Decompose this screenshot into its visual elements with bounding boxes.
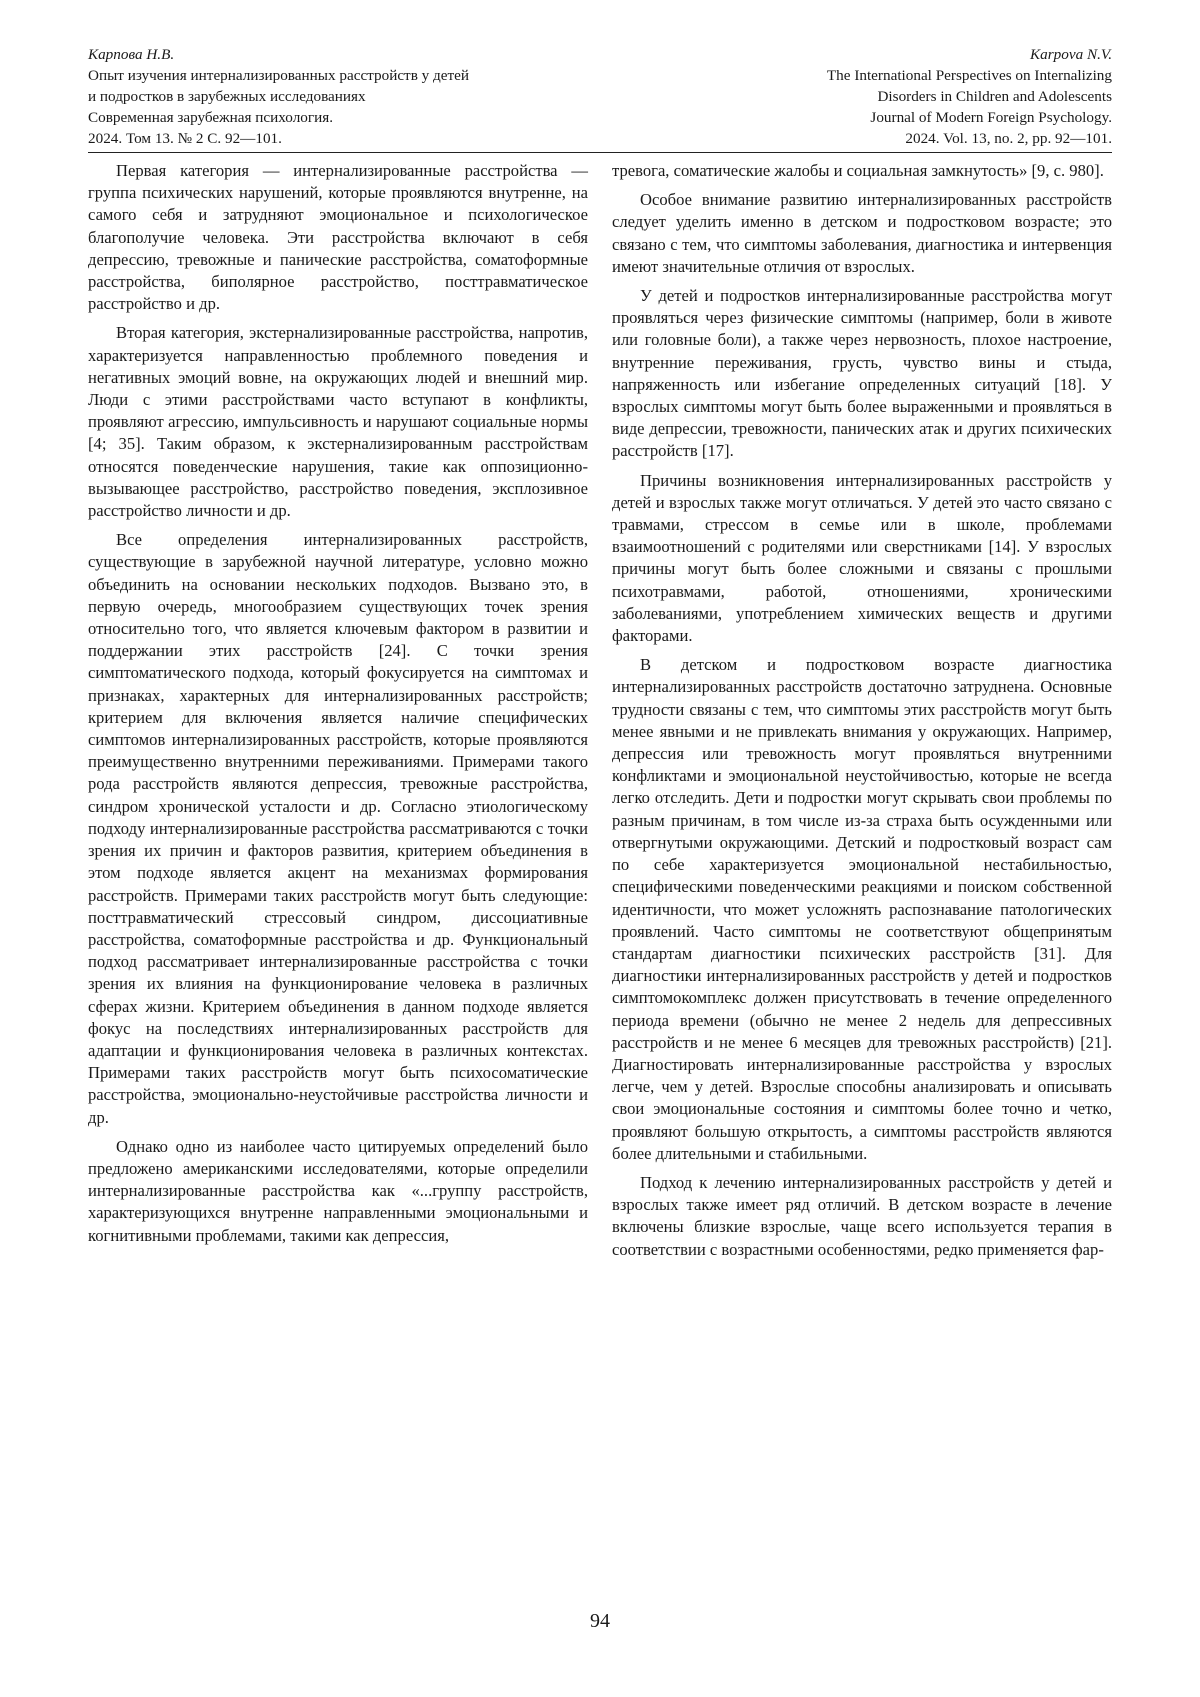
header-journal-ru: Современная зарубежная психология. (88, 109, 334, 126)
header-title-en-line1: The International Perspectives on Internalizing (826, 67, 1112, 84)
header-author-en: Karpova N.V. (1030, 46, 1112, 63)
paragraph: Подход к лечению интернализированных расстройств у детей и взрослых также имеет ряд отличий. В детском возрасте в лечение включены близкие взрослые, чаще всего используется терапия в соответствии с возрастными особенностями, редко применяется фар- (612, 1172, 1112, 1259)
paragraph-continued: тревога, соматические жалобы и социальная замкнутость» [9, с. 980]. (612, 161, 1104, 180)
header-title-en-line2: Disorders in Children and Adolescents (877, 88, 1112, 105)
paragraph: У детей и подростков интернализированные расстройства могут проявляться через физические симптомы (например, боли в животе или головные боли), а также через нервозность, плохое настроение, внутренние переживания, грусть, чувство вины и стыда, напряженность или избегание определенных ситуаций [18]. У взрослых симптомы могут быть более выраженными и проявляться в виде депрессии, тревожности, панических атак и других психических расстройств [17]. (612, 286, 1112, 461)
header-title-ru-line1: Опыт изучения интернализированных расстройств у детей (88, 67, 470, 84)
header-issue-ru: 2024. Том 13. № 2 С. 92—101. (88, 130, 282, 147)
paragraph: Особое внимание развитию интернализированных расстройств следует уделить именно в детском и подростковом возрасте; это связано с тем, что симптомы заболевания, диагностика и интервенция имеют значительные отличия от взрослых. (612, 190, 1112, 276)
running-header (88, 44, 1112, 149)
header-right (827, 44, 1112, 149)
left-column (88, 160, 588, 1268)
paragraph: Первая категория — интернализированные расстройства — группа психических нарушений, которые проявляются внутренне, на самого себя и затрудняют эмоциональное и психологическое благополучие человека. Эти расстройства включают в себя депрессию, тревожные и панические расстройства, соматоформные расстройства, биполярное расстройство, посттравматическое расстройство и др. (88, 161, 588, 314)
body-text (88, 160, 1112, 1268)
paragraph: Все определения интернализированных расстройств, существующие в зарубежной научной литературе, условно можно объединить на основании нескольких подходов. Вызвано это, в первую очередь, многообразием существующих точек зрения относительно того, что является ключевым фактором в развитии и поддержании этих расстройств [24]. С точки зрения симптоматического подхода, который фокусируется на симптомах и признаках, характерных для интернализированных расстройств; критерием для включения является наличие специфических симптомов интернализированных расстройств, которые проявляются преимущественно внутренними переживаниями. Примерами такого рода расстройств являются депрессия, тревожные расстройства, синдром хронической усталости и др. Согласно этиологическому подходу интернализированные расстройства рассматриваются с точки зрения их причин и факторов развития, критерием объединения в этом подходе является акцент на механизмах формирования расстройств. Примерами таких расстройств могут быть следующие: посттравматический стрессовый синдром, диссоциативные расстройства, соматоформные расстройства и др. Функциональный подход рассматривает интернализированные расстройства с точки зрения их влияния на функционирование человека в различных сферах жизни. Критерием объединения в данном подходе является фокус на последствиях интернализированных расстройств для адаптации и функционирования человека в различных контекстах. Примерами таких расстройств могут быть психосоматические расстройства, эмоционально-неустойчивые расстройства личности и др. (88, 530, 588, 1127)
paragraph: Однако одно из наиболее часто цитируемых определений было предложено американскими исследователями, которые определили интернализированные расстройства как «...группу расстройств, характеризующихся внутренне направленными эмоциональными и когнитивными проблемами, такими как депрессия, (88, 1136, 588, 1245)
header-journal-en: Journal of Modern Foreign Psychology. (870, 109, 1112, 126)
header-divider (88, 152, 1112, 153)
right-column (612, 160, 1112, 1268)
header-author-ru: Карпова Н.В. (88, 46, 175, 63)
header-left (88, 44, 469, 149)
page-number: 94 (590, 1610, 610, 1632)
paragraph: Вторая категория, экстернализированные расстройства, напротив, характеризуется направленностью проблемного поведения и негативных эмоций вовне, на окружающих людей и внешний мир. Люди с этими расстройствами часто вступают в конфликты, проявляют агрессию, импульсивность и нарушают социальные нормы [4; 35]. Таким образом, к экстернализированным расстройствам относятся поведенческие нарушения, такие как оппозиционно-вызывающее расстройство, расстройство поведения, эксплозивное расстройство личности и др. (88, 323, 588, 521)
paragraph: Причины возникновения интернализированных расстройств у детей и взрослых также могут отличаться. У детей это часто связано с травмами, стрессом в семье или в школе, проблемами взаимоотношений с родителями или сверстниками [14]. У взрослых причины могут быть более сложными и связаны с прошлыми психотравмами, работой, отношениями, хроническими заболеваниями, употреблением химических веществ и другими факторами. (612, 470, 1112, 646)
paragraph: В детском и подростковом возрасте диагностика интернализированных расстройств достаточно затруднена. Основные трудности связаны с тем, что симптомы этих расстройств могут быть менее явными и не привлекать внимания у окружающих. Например, депрессия или тревожность могут проявляться внутренними конфликтами и эмоциональной неустойчивостью, которые не всегда легко отследить. Дети и подростки могут скрывать свои проблемы по разным причинам, в том числе из-за страха быть осужденными или отвергнутыми окружающими. Детский и подростковый возраст сам по себе характеризуется эмоциональной нестабильностью, специфическими поведенческими реакциями и поиском собственной идентичности, что может усложнять распознавание патологических проявлений. Часто симптомы не соответствуют общепринятым стандартам диагностики психических расстройств [31]. Для диагностики интернализированных расстройств у детей и подростков симптомокомплекс должен присутствовать в течение определенного периода времени (обычно не менее 2 недель для депрессивных расстройств и не менее 6 месяцев для тревожных расстройств) [21]. Диагностировать интернализированные расстройства у взрослых легче, чем у детей. Взрослые способны анализировать и описывать свои эмоциональные состояния и симптомы более точно и четко, проявляют большую открытость, а симптомы расстройств являются более длительными и стабильными. (612, 655, 1112, 1163)
header-title-ru-line2: и подростков в зарубежных исследованиях (88, 88, 366, 105)
header-issue-en: 2024. Vol. 13, no. 2, pp. 92—101. (905, 130, 1112, 147)
